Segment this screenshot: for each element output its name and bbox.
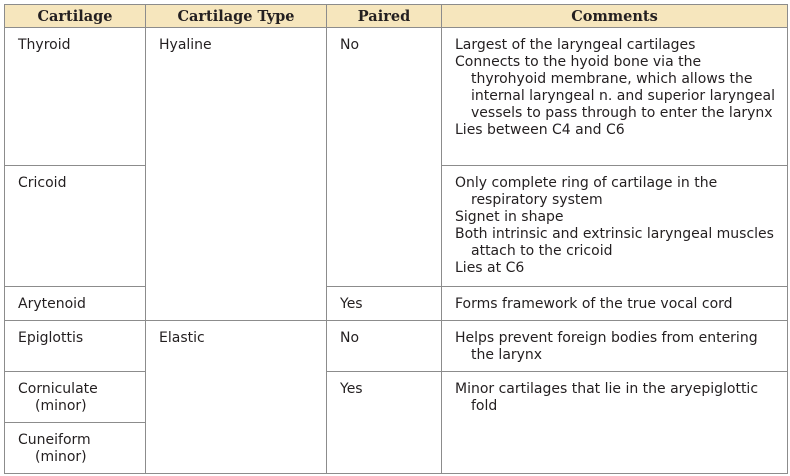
table-row — [5, 372, 788, 423]
paired-cell — [327, 321, 442, 372]
cartilage-name-qualifier: (minor) — [35, 398, 87, 414]
paired-value: No — [340, 330, 360, 346]
cartilage-name: Cricoid — [18, 175, 67, 191]
comments-cell — [442, 28, 788, 166]
comment-item: Signet in shape — [455, 209, 564, 225]
header-cartilage-type: Cartilage Type — [146, 5, 327, 28]
header-cartilage: Cartilage — [5, 5, 146, 28]
comment-item: Connects to the hyoid bone via the thyrohyoid membrane, which allows the internal laryngeal n. and superior laryngeal vessels to pass through to enter the larynx — [455, 54, 775, 121]
comments-cell — [442, 287, 788, 321]
paired-cell — [327, 287, 442, 321]
paired-value: Yes — [340, 296, 363, 312]
cartilage-name-cell — [5, 28, 146, 166]
comments-cell — [442, 166, 788, 287]
header-comments: Comments — [442, 5, 788, 28]
comment-item: Forms framework of the true vocal cord — [455, 296, 733, 312]
header-paired: Paired — [327, 5, 442, 28]
table-row — [5, 287, 788, 321]
paired-cell — [327, 28, 442, 287]
cartilage-type: Hyaline — [159, 37, 212, 53]
cartilage-type-cell — [146, 28, 327, 321]
cartilage-name: Thyroid — [18, 37, 71, 53]
cartilage-name-cell — [5, 287, 146, 321]
table-row — [5, 321, 788, 372]
cartilage-table — [4, 4, 788, 474]
cartilage-name-cell — [5, 372, 146, 423]
comment-item: Lies between C4 and C6 — [455, 122, 625, 138]
cartilage-name-cell — [5, 166, 146, 287]
comment-item: Both intrinsic and extrinsic laryngeal muscles attach to the cricoid — [455, 226, 774, 259]
comment-item: Minor cartilages that lie in the aryepiglottic fold — [455, 381, 759, 414]
cartilage-name: Arytenoid — [18, 296, 86, 312]
cartilage-name: Cuneiform — [18, 432, 91, 448]
comments-cell — [442, 372, 788, 474]
cartilage-name: Epiglottis — [18, 330, 84, 346]
paired-cell — [327, 372, 442, 474]
comments-cell — [442, 321, 788, 372]
table-row — [5, 28, 788, 166]
cartilage-name-cell — [5, 423, 146, 474]
paired-value: Yes — [340, 381, 363, 397]
comment-item: Only complete ring of cartilage in the respiratory system — [455, 175, 718, 208]
header-row — [5, 5, 788, 28]
comment-item: Lies at C6 — [455, 260, 525, 276]
paired-value: No — [340, 37, 360, 53]
cartilage-name-cell — [5, 321, 146, 372]
cartilage-type-cell — [146, 321, 327, 474]
cartilage-name-qualifier: (minor) — [35, 449, 87, 465]
comment-item: Helps prevent foreign bodies from entering the larynx — [455, 330, 758, 363]
cartilage-name: Corniculate — [18, 381, 98, 397]
cartilage-type: Elastic — [159, 330, 205, 346]
comment-item: Largest of the laryngeal cartilages — [455, 37, 696, 53]
